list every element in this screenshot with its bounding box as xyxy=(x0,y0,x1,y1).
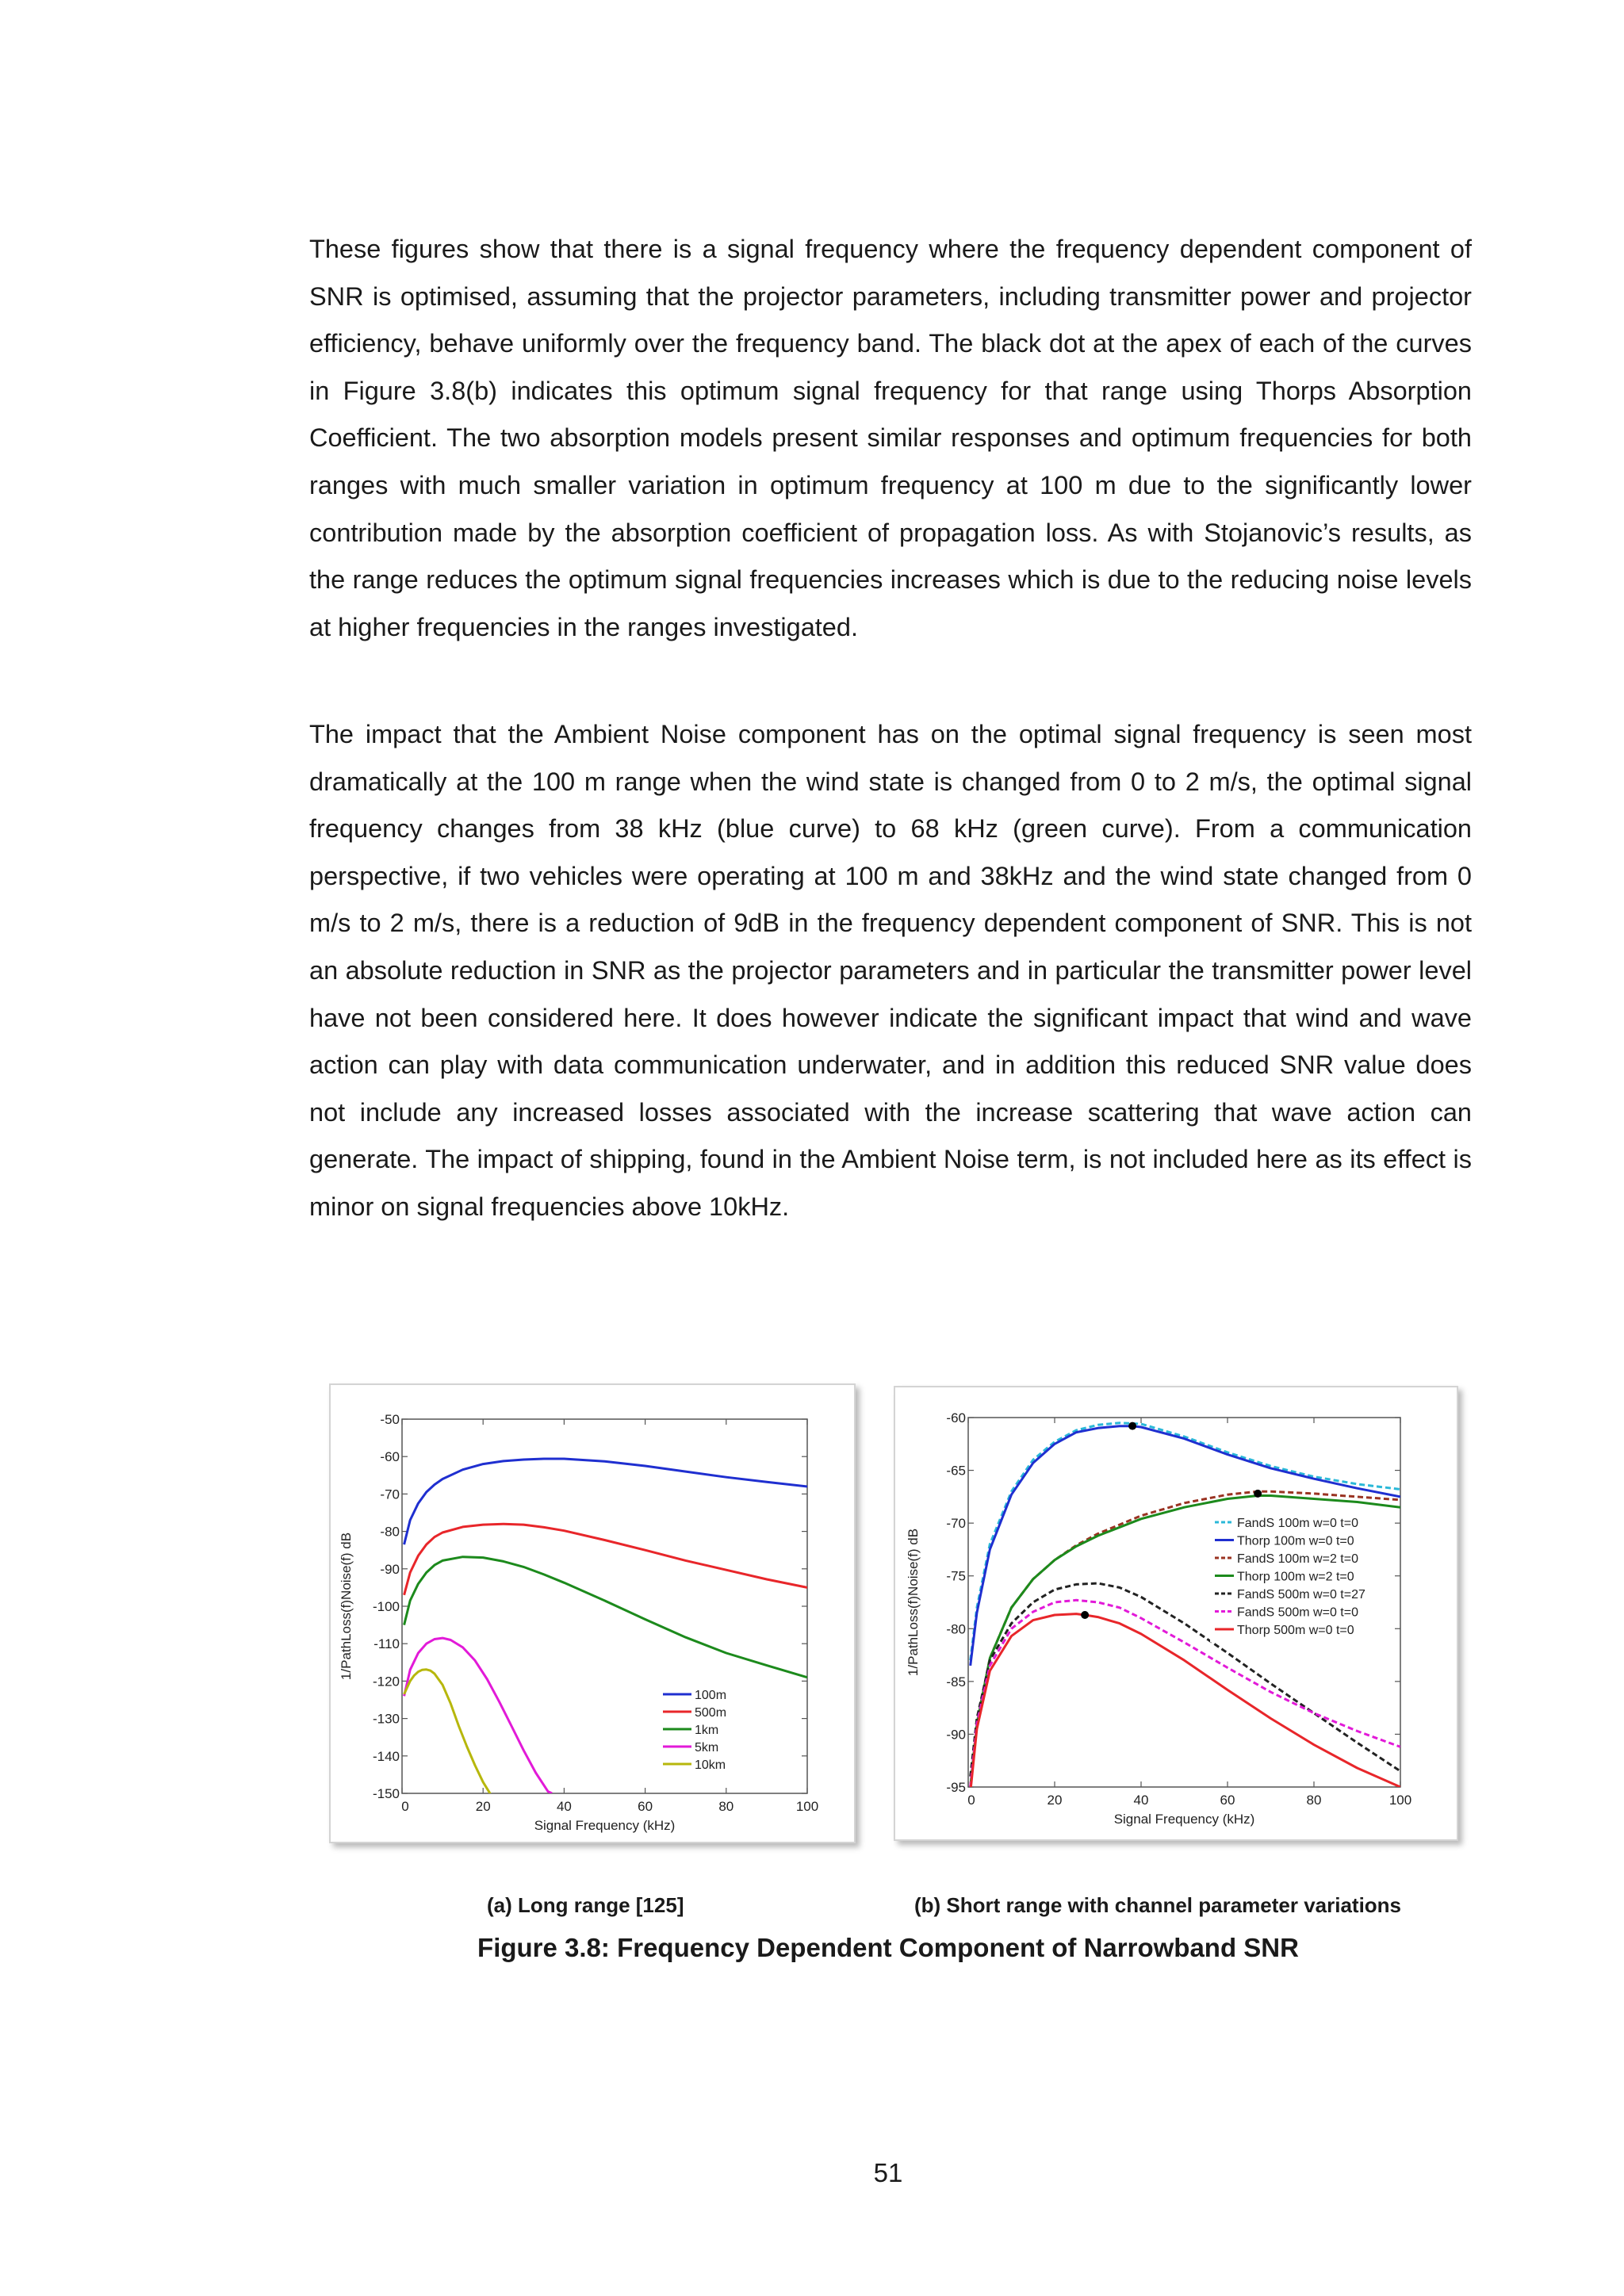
x-tick-label: 80 xyxy=(718,1799,734,1814)
y-tick-label: -80 xyxy=(380,1524,400,1540)
x-tick-label: 0 xyxy=(401,1799,409,1814)
x-tick-label: 0 xyxy=(967,1793,975,1808)
x-tick-label: 100 xyxy=(1388,1793,1412,1808)
y-tick-label: -140 xyxy=(372,1748,400,1764)
y-axis-label: 1/PathLoss(f)Noise(f) dB xyxy=(339,1532,354,1681)
chart-long-range xyxy=(331,1385,854,1842)
x-tick-label: 60 xyxy=(638,1799,653,1814)
subcaption-a: (a) Long range [125] xyxy=(487,1893,684,1917)
y-tick-label: -85 xyxy=(946,1674,966,1689)
y-tick-label: -50 xyxy=(380,1412,400,1427)
legend-label: 500m xyxy=(695,1706,727,1720)
y-tick-label: -60 xyxy=(946,1410,966,1425)
y-tick-label: -90 xyxy=(380,1561,400,1577)
legend-label: Thorp 100m w=0 t=0 xyxy=(1237,1534,1354,1548)
x-tick-label: 20 xyxy=(1047,1793,1063,1808)
legend-label: 100m xyxy=(695,1689,727,1702)
x-tick-label: 100 xyxy=(795,1799,819,1814)
figure-panel-b xyxy=(894,1386,1458,1841)
y-tick-label: -70 xyxy=(380,1487,400,1502)
figure-panel-a xyxy=(329,1383,856,1843)
legend-label: FandS 500m w=0 t=0 xyxy=(1237,1605,1358,1620)
y-tick-label: -90 xyxy=(946,1727,966,1743)
y-tick-label: -100 xyxy=(372,1599,400,1614)
optimum-point xyxy=(1081,1611,1089,1619)
x-axis-label: Signal Frequency (kHz) xyxy=(534,1818,676,1833)
legend-label: FandS 500m w=0 t=27 xyxy=(1237,1588,1365,1601)
legend-label: 10km xyxy=(695,1758,726,1772)
legend-label: 5km xyxy=(695,1741,719,1755)
x-tick-label: 40 xyxy=(556,1799,572,1814)
x-tick-label: 60 xyxy=(1220,1793,1235,1808)
y-tick-label: -120 xyxy=(372,1674,400,1689)
y-tick-label: -110 xyxy=(373,1636,400,1652)
y-tick-label: -60 xyxy=(380,1449,400,1465)
page-number: 51 xyxy=(873,2158,903,2187)
legend-label: Thorp 500m w=0 t=0 xyxy=(1237,1624,1354,1637)
legend-label: FandS 100m w=0 t=0 xyxy=(1237,1517,1358,1530)
x-tick-label: 80 xyxy=(1306,1793,1322,1808)
y-tick-label: -80 xyxy=(946,1621,966,1637)
y-tick-label: -130 xyxy=(372,1711,400,1727)
optimum-point xyxy=(1128,1422,1136,1430)
figure-caption: Figure 3.8: Frequency Dependent Component of Narrowband SNR xyxy=(477,1933,1299,1962)
y-tick-label: -65 xyxy=(946,1463,966,1479)
body-paragraph-1: These figures show that there is a signal frequency where the frequency dependent component of SNR is optimised, assuming that the projector parameters, including transmitter power and projector efficiency, behave uniformly over the frequency band. The black dot at the apex of each of the curves in Figure 3.8(b) indicates this optimum signal frequency for that range using Thorps Absorption Coefficient. The two absorption models present similar responses and optimum frequencies for both ranges with much smaller variation in optimum frequency at 100 m due to the significantly lower contribution made by the absorption coefficient of propagation loss. As with Stojanovic’s results, as the range reduces the optimum signal frequencies increases which is due to the reducing noise levels at higher frequencies in the ranges investigated. xyxy=(309,235,1472,641)
x-tick-label: 20 xyxy=(475,1799,491,1814)
subcaption-b: (b) Short range with channel parameter variations xyxy=(914,1893,1402,1917)
x-tick-label: 40 xyxy=(1133,1793,1149,1808)
body-paragraph-2: The impact that the Ambient Noise component has on the optimal signal frequency is seen most dramatically at the 100 m range when the wind state is changed from 0 to 2 m/s, the optimal signal frequency changes from 38 kHz (blue curve) to 68 kHz (green curve). From a communication perspective, if two vehicles were operating at 100 m and 38kHz and the wind state changed from 0 m/s to 2 m/s, there is a reduction of 9dB in the frequency dependent component of SNR. This is not an absolute reduction in SNR as the projector parameters and in particular the transmitter power level have not been considered here. It does however indicate the significant impact that wind and wave action can play with data communication underwater, and in addition this reduced SNR value does not include any increased losses associated with the increase scattering that wave action can generate. The impact of shipping, found in the Ambient Noise term, is not included here as its effect is minor on signal frequencies above 10kHz. xyxy=(309,720,1472,1221)
y-tick-label: -150 xyxy=(372,1786,400,1801)
y-axis-label: 1/PathLoss(f)Noise(f) dB xyxy=(906,1528,921,1677)
y-tick-label: -70 xyxy=(946,1516,966,1532)
legend-label: 1km xyxy=(695,1724,719,1737)
y-tick-label: -75 xyxy=(946,1568,966,1584)
x-axis-label: Signal Frequency (kHz) xyxy=(1113,1812,1255,1827)
legend-label: Thorp 100m w=2 t=0 xyxy=(1237,1570,1354,1584)
optimum-point xyxy=(1254,1490,1262,1498)
legend-label: FandS 100m w=2 t=0 xyxy=(1237,1552,1358,1566)
y-tick-label: -95 xyxy=(946,1780,966,1795)
chart-short-range xyxy=(895,1387,1457,1839)
